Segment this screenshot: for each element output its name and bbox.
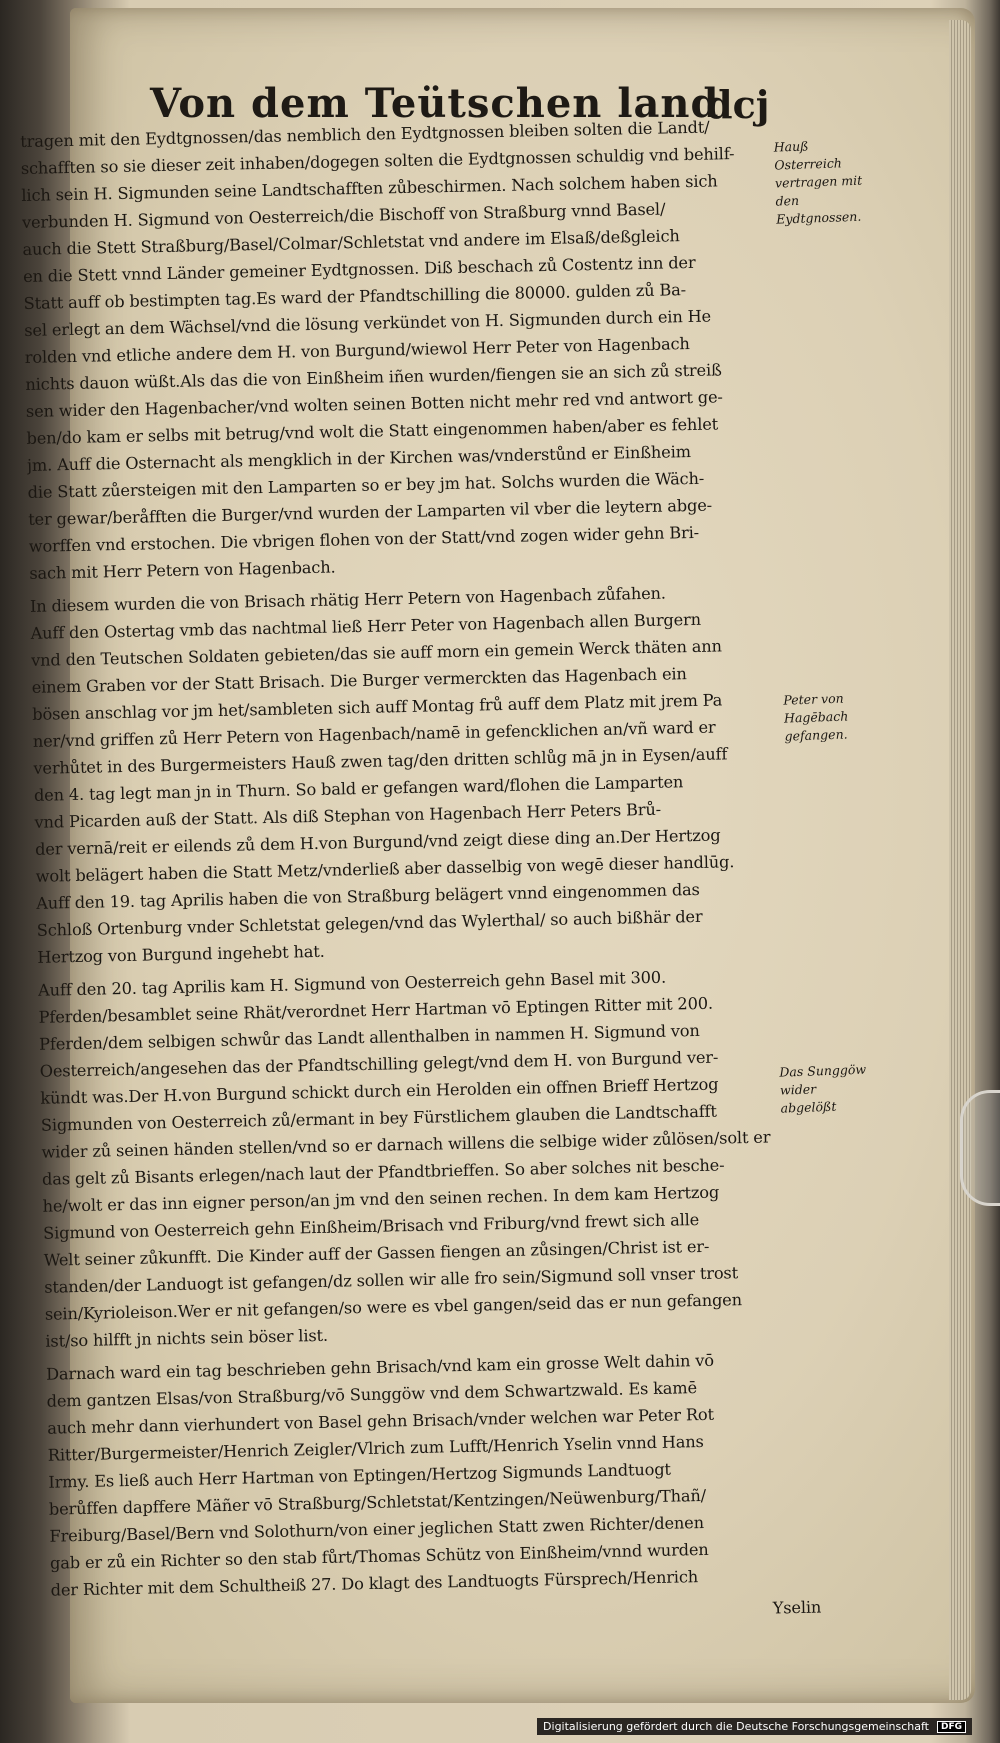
- text-line: Irmy. Es ließ auch Herr Hartman von Eptingen/Hertzog Sigmunds Landtuogt: [48, 1459, 671, 1492]
- text-line: vnd Picarden auß der Statt. Als diß Stephan von Hagenbach Herr Peters Brů-: [34, 799, 662, 832]
- text-line: Ritter/Burgermeister/Henrich Zeigler/Vlrich zum Lufft/Henrich Yselin vnnd Hans: [47, 1431, 704, 1465]
- text-line: Auff den 19. tag Aprilis haben die von Straßburg belägert vnnd eingenommen das: [36, 879, 700, 913]
- text-line: Hertzog von Burgund ingehebt hat.: [37, 941, 325, 967]
- text-line: he/wolt er das inn eigner person/an jm vnd den seinen rechen. In dem kam Hertzog: [42, 1182, 720, 1216]
- text-line: sach mit Herr Petern von Hagenbach.: [29, 557, 336, 583]
- text-line: standen/der Landuogt ist gefangen/dz sollen wir alle fro sein/Sigmund soll vnser trost: [44, 1263, 739, 1297]
- text-line: Sigmunden von Oesterreich zů/ermant in bey Fürstlichem glauben die Landtschafft: [40, 1101, 717, 1135]
- digitization-footer: [537, 1718, 972, 1735]
- text-line: lich sein H. Sigmunden seine Landtschafften zůbeschirmen. Nach solchem haben sich: [21, 171, 718, 205]
- text-line: vnd den Teutschen Soldaten gebieten/das sie auff morn ein gemein Werck thäten ann: [30, 636, 722, 670]
- text-line: Schloß Ortenburg vnder Schletstat gelegen/vnd das Wylerthal/ so auch bißhär der: [36, 906, 703, 940]
- text-line: rolden vnd etliche andere dem H. von Burgund/wiewol Herr Peter von Hagenbach: [24, 334, 690, 367]
- paragraph-2: [30, 577, 808, 971]
- text-line: Darnach ward ein tag beschrieben gehn Brisach/vnd kam ein grosse Welt dahin vō: [45, 1350, 715, 1384]
- text-line: ben/do kam er selbs mit betrug/vnd wolt die Statt eingenommen haben/aber es fehlet: [26, 414, 719, 448]
- text-line: wolt belägert haben die Statt Metz/vnderließ aber dasselbig von wegē dieser handlūg.: [35, 852, 735, 886]
- paragraph-1: [20, 112, 799, 587]
- running-head: Von dem Teütschen land: [150, 80, 720, 127]
- catchword: Yselin: [772, 1597, 822, 1618]
- text-line: verbunden H. Sigmund von Oesterreich/die Bischoff von Straßburg vnnd Basel/: [21, 199, 666, 232]
- page-clip: [960, 1090, 1000, 1206]
- page-edge-stack: [949, 20, 971, 1700]
- text-line: gab er zů ein Richter so den stab fůrt/Thomas Schütz von Einßheim/vnnd wurden: [49, 1539, 709, 1573]
- footer-credit: Digitalisierung gefördert durch die Deutsche Forschungsgemeinschaft: [543, 1720, 929, 1733]
- text-line: bösen anschlag vor jm het/sambleten sich auff Montag frů auff dem Platz mit jrem Pa: [32, 690, 723, 724]
- text-line: ter gewar/beråfften die Burger/vnd wurden der Lamparten vil vber die leytern abge-: [28, 495, 713, 529]
- text-line: Oesterreich/angesehen das der Pfandtschilling gelegt/vnd dem H. von Burgund ver-: [39, 1047, 719, 1081]
- text-line: sein/Kyrioleison.Wer er nit gefangen/so were es vbel gangen/seid das er nun gefangen: [44, 1290, 743, 1324]
- text-line: worffen vnd erstochen. Die vbrigen flohen von der Statt/vnd zogen wider gehn Bri-: [28, 522, 700, 556]
- text-line: berůffen dapffere Mäñer vō Straßburg/Schletstat/Kentzingen/Neüwenburg/Thañ/: [48, 1485, 707, 1519]
- text-line: en die Stett vnnd Länder gemeiner Eydtgnossen. Diß beschach zů Costentz inn der: [22, 252, 696, 286]
- text-line: Pferden/dem selbigen schwůr das Landt allenthalben in nammen H. Sigmund von: [38, 1020, 700, 1054]
- main-text-block: [20, 112, 821, 1637]
- text-line: dem gantzen Elsas/von Straßburg/vō Sunggöw vnd dem Schwartzwald. Es kamē: [46, 1378, 698, 1411]
- text-line: tragen mit den Eydtgnossen/das nemblich den Eydtgnossen bleiben solten die Landt/: [20, 117, 710, 151]
- marginal-note-1: Hauß Osterreich vertragen mit den Eydtgnossen.: [773, 138, 863, 227]
- text-line: Auff den 20. tag Aprilis kam H. Sigmund von Oesterreich gehn Basel mit 300.: [37, 967, 667, 1000]
- text-line: verhůtet in des Burgermeisters Hauß zwen tag/den dritten schlůg mā jn in Eysen/auff: [33, 744, 728, 778]
- text-line: ist/so hilfft jn nichts sein böser list.: [45, 1325, 329, 1351]
- text-line: der Richter mit dem Schultheiß 27. Do klagt des Landtuogts Fürsprech/Henrich: [50, 1567, 699, 1600]
- text-line: Sigmund von Oesterreich gehn Einßheim/Brisach vnd Friburg/vnd frewt sich alle: [42, 1210, 700, 1243]
- paragraph-3: [38, 961, 816, 1355]
- text-line: den 4. tag legt man jn in Thurn. So bald er gefangen ward/flohen die Lamparten: [33, 772, 684, 805]
- text-line: auch mehr dann vierhundert von Basel gehn Brisach/vnder welchen war Peter Rot: [47, 1404, 715, 1438]
- text-line: In diesem wurden die von Brisach rhätig Herr Petern von Hagenbach zůfahen.: [29, 583, 667, 616]
- text-line: ner/vnd griffen zů Herr Petern von Hagenbach/namē in gefencklichen an/vñ ward er: [32, 717, 716, 751]
- text-line: sel erlegt an dem Wächsel/vnd die lösung verkündet von H. Sigmunden durch ein He: [24, 306, 712, 340]
- text-line: auch die Stett Straßburg/Basel/Colmar/Schletstat vnd andere im Elsaß/deßgleich: [22, 226, 680, 259]
- text-line: Statt auff ob bestimpten tag.Es ward der Pfandtschilling die 80000. gulden zů Ba-: [23, 280, 687, 313]
- text-line: Freiburg/Basel/Bern vnd Solothurn/von einer jeglichen Statt zwen Richter/denen: [49, 1512, 705, 1546]
- dfg-logo-icon: DFG: [937, 1721, 966, 1733]
- text-line: jm. Auff die Osternacht als mengklich in der Kirchen was/vnderstůnd er Einßheim: [26, 442, 692, 475]
- text-line: sen wider den Hagenbacher/vnd wolten seinen Botten nicht mehr red vnd antwort ge-: [25, 387, 723, 421]
- text-line: nichts dauon wüßt.Als das die von Einßheim iñen wurden/fiengen sie an sich zů streiß: [25, 360, 722, 394]
- text-line: Pferden/besamblet seine Rhät/verordnet Herr Hartman vō Eptingen Ritter mit 200.: [38, 993, 714, 1027]
- paragraph-4: [46, 1345, 821, 1604]
- text-line: Welt seiner zůkunfft. Die Kinder auff der Gassen fiengen an zůsingen/Christ ist er-: [43, 1236, 710, 1270]
- text-line: wider zů seinen händen stellen/vnd so er darnach willens die selbige wider zůlösen/solt er: [41, 1127, 771, 1162]
- marginal-note-2: Peter von Hagēbach gefangen.: [783, 690, 849, 744]
- text-line: kündt was.Der H.von Burgund schickt durch ein Herolden ein offnen Brieff Hertzog: [40, 1074, 719, 1108]
- text-line: das gelt zů Bisants erlegen/nach laut der Pfandtbrieffen. So aber solches nit besche-: [41, 1155, 725, 1189]
- text-line: einem Graben vor der Statt Brisach. Die Burger vermerckten das Hagenbach ein: [31, 664, 687, 697]
- text-line: die Statt zůersteigen mit den Lamparten so er bey jm hat. Solchs wurden die Wäch-: [27, 468, 705, 502]
- text-line: Auff den Ostertag vmb das nachtmal ließ Herr Peter von Hagenbach allen Burgern: [30, 609, 702, 643]
- text-line: schafften so sie dieser zeit inhaben/dogegen solten die Eydtgnossen schuldig vnd behilf-: [20, 144, 735, 178]
- folio-number: dcj: [706, 82, 770, 127]
- text-line: der vernā/reit er eilends zů dem H.von Burgund/vnd zeigt diese ding an.Der Hertzog: [34, 825, 721, 859]
- marginal-note-3: Das Sunggöw wider abgelößt: [779, 1061, 867, 1116]
